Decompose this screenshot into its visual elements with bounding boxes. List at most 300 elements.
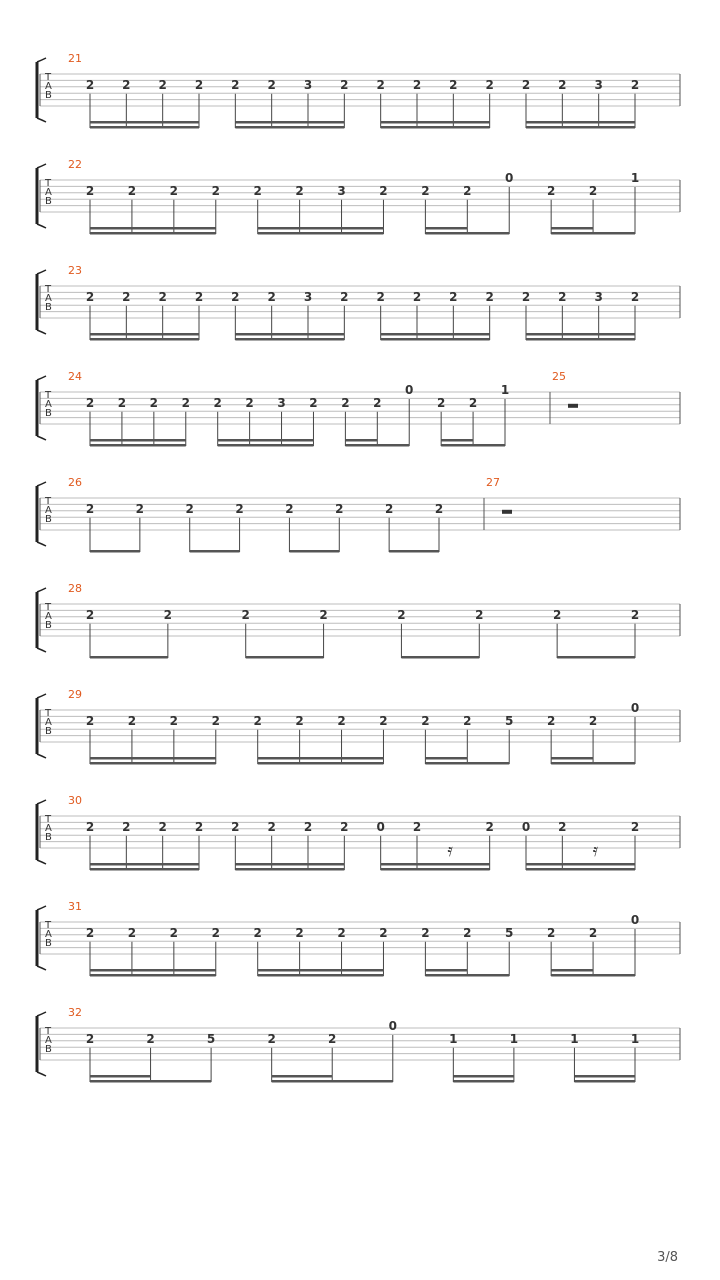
tab-clef-letter: A bbox=[45, 1035, 52, 1046]
beam bbox=[574, 1075, 635, 1078]
beam bbox=[425, 232, 509, 235]
measure-number: 28 bbox=[68, 582, 82, 595]
fret-number: 2 bbox=[85, 183, 95, 198]
fret-number: 2 bbox=[267, 77, 276, 92]
fret-number: 2 bbox=[235, 501, 244, 516]
fret-number: 2 bbox=[630, 607, 640, 622]
tab-clef-letter: B bbox=[45, 408, 52, 419]
beam bbox=[401, 656, 479, 659]
fret-number: 2 bbox=[85, 289, 95, 304]
tab-system bbox=[37, 476, 680, 553]
fret-number: 2 bbox=[558, 77, 567, 92]
fret-number: 2 bbox=[309, 395, 318, 410]
beam bbox=[526, 868, 635, 871]
tab-system bbox=[37, 370, 680, 447]
beam bbox=[551, 232, 635, 235]
fret-number: 0 bbox=[630, 701, 640, 715]
beam bbox=[235, 863, 344, 866]
beat-group bbox=[522, 78, 639, 129]
tab-system bbox=[37, 1006, 680, 1083]
beam bbox=[425, 227, 467, 230]
beam bbox=[526, 126, 635, 129]
fret-number: 5 bbox=[206, 1031, 216, 1046]
tab-clef-letter: T bbox=[45, 602, 52, 613]
fret-number: 2 bbox=[253, 183, 262, 198]
fret-number: 2 bbox=[122, 819, 131, 834]
fret-number: 2 bbox=[328, 1031, 337, 1046]
bracket-bottom-hook bbox=[37, 754, 46, 758]
beat-group bbox=[86, 184, 220, 235]
beam bbox=[425, 757, 467, 760]
beat-group bbox=[86, 714, 220, 765]
beat-group bbox=[186, 502, 244, 553]
beam bbox=[258, 969, 384, 972]
beam bbox=[90, 974, 216, 977]
fret-number: 2 bbox=[468, 395, 478, 410]
fret-number: 2 bbox=[146, 1031, 155, 1046]
beat-group bbox=[437, 383, 509, 447]
tab-system bbox=[37, 688, 680, 765]
beam bbox=[190, 550, 240, 553]
beam bbox=[381, 868, 490, 871]
beat-group bbox=[86, 502, 144, 553]
measure-number: 27 bbox=[486, 476, 500, 489]
tab-system bbox=[37, 264, 680, 341]
beam bbox=[258, 227, 384, 230]
fret-number: 2 bbox=[412, 77, 422, 92]
beam bbox=[90, 868, 199, 871]
fret-number: 2 bbox=[267, 289, 276, 304]
fret-number: 2 bbox=[421, 183, 430, 198]
fret-number: 5 bbox=[505, 925, 514, 940]
tab-clef-letter: A bbox=[45, 823, 52, 834]
fret-number: 3 bbox=[303, 289, 313, 304]
fret-number: 0 bbox=[388, 1019, 397, 1033]
tab-clef-letter: T bbox=[45, 708, 52, 719]
tab-clef-letter: T bbox=[45, 284, 52, 295]
fret-number: 2 bbox=[552, 607, 562, 622]
tab-clef-letter: A bbox=[45, 611, 52, 622]
beat-group bbox=[449, 1032, 518, 1083]
fret-number: 2 bbox=[213, 395, 222, 410]
measure bbox=[68, 52, 639, 129]
beat-group bbox=[341, 383, 413, 447]
fret-number: 2 bbox=[379, 183, 388, 198]
fret-number: 2 bbox=[376, 289, 385, 304]
tab-clef-letter: T bbox=[45, 814, 52, 825]
beam bbox=[389, 550, 439, 553]
fret-number: 2 bbox=[85, 713, 95, 728]
fret-number: 2 bbox=[379, 925, 388, 940]
measure bbox=[68, 264, 639, 341]
beat-group bbox=[376, 820, 493, 871]
fret-number: 2 bbox=[340, 289, 349, 304]
fret-number: 0 bbox=[630, 913, 640, 927]
beat-group bbox=[421, 171, 513, 235]
tab-clef-letter: A bbox=[45, 399, 52, 410]
measure bbox=[68, 794, 639, 871]
beam bbox=[90, 1075, 151, 1078]
fret-number: 2 bbox=[449, 289, 458, 304]
fret-number: 2 bbox=[169, 925, 179, 940]
tab-clef-letter: B bbox=[45, 302, 52, 313]
fret-number: 2 bbox=[85, 925, 95, 940]
fret-number: 2 bbox=[85, 395, 95, 410]
fret-number: 2 bbox=[558, 819, 567, 834]
beam bbox=[235, 868, 344, 871]
measure-number: 31 bbox=[68, 900, 82, 913]
fret-number: 1 bbox=[449, 1031, 458, 1046]
fret-number: 2 bbox=[485, 77, 494, 92]
fret-number: 2 bbox=[122, 77, 131, 92]
fret-number: 2 bbox=[588, 183, 598, 198]
beam bbox=[381, 333, 490, 336]
measure-number: 22 bbox=[68, 158, 82, 171]
fret-number: 2 bbox=[546, 713, 556, 728]
measure-number: 26 bbox=[68, 476, 82, 489]
beam bbox=[551, 969, 593, 972]
bracket-top-hook bbox=[37, 58, 46, 62]
beam bbox=[246, 656, 324, 659]
beam bbox=[345, 444, 409, 447]
fret-number: 3 bbox=[303, 77, 313, 92]
beat-group bbox=[86, 78, 203, 129]
measure bbox=[68, 900, 639, 977]
beam bbox=[289, 550, 339, 553]
measure bbox=[68, 370, 509, 447]
fret-number: 2 bbox=[85, 819, 95, 834]
beat-group bbox=[547, 701, 639, 765]
fret-number: 2 bbox=[436, 395, 446, 410]
beam bbox=[526, 121, 635, 124]
fret-number: 2 bbox=[630, 819, 640, 834]
fret-number: 1 bbox=[570, 1031, 579, 1046]
fret-number: 1 bbox=[500, 383, 510, 397]
beam bbox=[272, 1075, 333, 1078]
sixteenth-rest: 𝄿 bbox=[592, 840, 599, 861]
beam bbox=[90, 863, 199, 866]
tab-clef-letter: A bbox=[45, 187, 52, 198]
fret-number: 2 bbox=[158, 819, 167, 834]
tab-clef-letter: A bbox=[45, 81, 52, 92]
beat-group bbox=[522, 290, 639, 341]
tab-clef-letter: T bbox=[45, 178, 52, 189]
fret-number: 2 bbox=[384, 501, 394, 516]
beat-group bbox=[86, 396, 190, 447]
fret-number: 2 bbox=[267, 819, 276, 834]
beam bbox=[258, 974, 384, 977]
beam bbox=[90, 232, 216, 235]
tab-clef-letter: T bbox=[45, 496, 52, 507]
fret-number: 2 bbox=[521, 77, 531, 92]
tab-clef-letter: A bbox=[45, 505, 52, 516]
beat-group bbox=[547, 171, 639, 235]
tab-clef-letter: B bbox=[45, 726, 52, 737]
fret-number: 2 bbox=[449, 77, 458, 92]
measure-number: 24 bbox=[68, 370, 82, 383]
fret-number: 2 bbox=[127, 183, 137, 198]
beam bbox=[381, 338, 490, 341]
fret-number: 2 bbox=[231, 289, 240, 304]
beam bbox=[381, 863, 490, 866]
beat-group bbox=[242, 608, 328, 659]
measure bbox=[484, 476, 512, 530]
tab-clef-letter: T bbox=[45, 1026, 52, 1037]
fret-number: 2 bbox=[231, 819, 240, 834]
beam bbox=[551, 974, 635, 977]
beam bbox=[90, 757, 216, 760]
beam bbox=[425, 969, 467, 972]
beat-group bbox=[254, 714, 388, 765]
fret-number: 2 bbox=[135, 501, 145, 516]
fret-number: 2 bbox=[463, 183, 472, 198]
fret-number: 2 bbox=[421, 713, 430, 728]
beam bbox=[453, 1075, 514, 1078]
beam bbox=[441, 439, 473, 442]
sixteenth-rest: 𝄿 bbox=[447, 840, 453, 861]
fret-number: 2 bbox=[335, 501, 344, 516]
beam bbox=[345, 439, 377, 442]
bracket-bottom-hook bbox=[37, 118, 46, 122]
fret-number: 2 bbox=[630, 77, 640, 92]
fret-number: 2 bbox=[485, 819, 494, 834]
beat-group bbox=[86, 820, 203, 871]
fret-number: 2 bbox=[194, 819, 204, 834]
fret-number: 2 bbox=[376, 77, 385, 92]
fret-number: 2 bbox=[463, 925, 472, 940]
fret-number: 2 bbox=[295, 713, 304, 728]
fret-number: 2 bbox=[211, 183, 220, 198]
beam bbox=[90, 969, 216, 972]
beat-group bbox=[376, 78, 493, 129]
fret-number: 0 bbox=[376, 819, 385, 834]
fret-number: 0 bbox=[405, 383, 414, 397]
bracket-top-hook bbox=[37, 270, 46, 274]
fret-number: 0 bbox=[521, 819, 531, 834]
measure bbox=[550, 370, 578, 424]
fret-number: 2 bbox=[85, 501, 95, 516]
fret-number: 2 bbox=[319, 607, 328, 622]
beam bbox=[90, 1080, 211, 1083]
fret-number: 5 bbox=[505, 713, 514, 728]
beat-group bbox=[86, 290, 203, 341]
tab-clef-letter: T bbox=[45, 72, 52, 83]
bracket-bottom-hook bbox=[37, 648, 46, 652]
beam bbox=[441, 444, 505, 447]
fret-number: 2 bbox=[163, 607, 173, 622]
beat-group bbox=[385, 502, 443, 553]
fret-number: 2 bbox=[127, 925, 137, 940]
measure-number: 29 bbox=[68, 688, 82, 701]
beat-group bbox=[285, 502, 343, 553]
bracket-bottom-hook bbox=[37, 224, 46, 228]
beam bbox=[551, 757, 593, 760]
bracket-top-hook bbox=[37, 482, 46, 486]
tab-clef-letter: B bbox=[45, 832, 52, 843]
tab-system bbox=[37, 158, 680, 235]
bracket-bottom-hook bbox=[37, 966, 46, 970]
beat-group bbox=[86, 608, 172, 659]
beam bbox=[425, 762, 509, 765]
fret-number: 2 bbox=[558, 289, 567, 304]
fret-number: 2 bbox=[630, 289, 640, 304]
fret-number: 2 bbox=[169, 183, 179, 198]
beam bbox=[258, 762, 384, 765]
fret-number: 2 bbox=[194, 77, 204, 92]
beam bbox=[218, 439, 314, 442]
fret-number: 2 bbox=[341, 395, 350, 410]
beam bbox=[526, 333, 635, 336]
fret-number: 2 bbox=[194, 289, 204, 304]
fret-number: 1 bbox=[630, 171, 640, 185]
fret-number: 3 bbox=[337, 183, 346, 198]
tab-system bbox=[37, 52, 680, 129]
tab-clef-letter: A bbox=[45, 293, 52, 304]
bracket-bottom-hook bbox=[37, 542, 46, 546]
fret-number: 2 bbox=[185, 501, 194, 516]
beam bbox=[235, 338, 344, 341]
fret-number: 2 bbox=[340, 77, 349, 92]
beam bbox=[574, 1080, 635, 1083]
beam bbox=[453, 1080, 514, 1083]
fret-number: 2 bbox=[485, 289, 494, 304]
beam bbox=[90, 762, 216, 765]
tab-clef-letter: B bbox=[45, 196, 52, 207]
tab-clef-letter: B bbox=[45, 620, 52, 631]
beam bbox=[526, 338, 635, 341]
tab-clef-letter: B bbox=[45, 90, 52, 101]
tab-system bbox=[37, 794, 680, 871]
fret-number: 2 bbox=[117, 395, 127, 410]
beam bbox=[381, 121, 490, 124]
beam bbox=[235, 333, 344, 336]
fret-number: 2 bbox=[434, 501, 444, 516]
fret-number: 2 bbox=[412, 289, 422, 304]
half-rest bbox=[568, 404, 578, 408]
beat-group bbox=[86, 1032, 215, 1083]
fret-number: 2 bbox=[158, 289, 167, 304]
bracket-top-hook bbox=[37, 1012, 46, 1016]
measure-number: 30 bbox=[68, 794, 82, 807]
fret-number: 2 bbox=[295, 183, 304, 198]
measure bbox=[68, 582, 639, 659]
fret-number: 2 bbox=[588, 713, 598, 728]
bracket-bottom-hook bbox=[37, 330, 46, 334]
measure-number: 23 bbox=[68, 264, 82, 277]
beat-group bbox=[421, 714, 513, 765]
tab-clef-letter: A bbox=[45, 717, 52, 728]
beat-group bbox=[254, 926, 388, 977]
fret-number: 2 bbox=[253, 713, 262, 728]
beat-group bbox=[570, 1032, 639, 1083]
bracket-top-hook bbox=[37, 906, 46, 910]
fret-number: 1 bbox=[509, 1031, 519, 1046]
fret-number: 2 bbox=[169, 713, 179, 728]
beam bbox=[258, 757, 384, 760]
beat-group bbox=[397, 608, 483, 659]
fret-number: 2 bbox=[85, 1031, 95, 1046]
beam bbox=[90, 439, 186, 442]
tab-clef-letter: A bbox=[45, 929, 52, 940]
tab-system bbox=[37, 582, 680, 659]
beat-group bbox=[267, 1019, 396, 1083]
beam bbox=[551, 227, 593, 230]
fret-number: 2 bbox=[253, 925, 262, 940]
tab-clef-letter: B bbox=[45, 1044, 52, 1055]
beat-group bbox=[231, 78, 348, 129]
bracket-bottom-hook bbox=[37, 860, 46, 864]
measure-number: 21 bbox=[68, 52, 82, 65]
tab-clef-letter: T bbox=[45, 920, 52, 931]
fret-number: 2 bbox=[379, 713, 388, 728]
fret-number: 2 bbox=[397, 607, 406, 622]
beat-group bbox=[214, 396, 318, 447]
fret-number: 2 bbox=[303, 819, 313, 834]
measure-number: 25 bbox=[552, 370, 566, 383]
bracket-top-hook bbox=[37, 800, 46, 804]
beam bbox=[551, 762, 635, 765]
fret-number: 2 bbox=[267, 1031, 276, 1046]
beam bbox=[272, 1080, 393, 1083]
fret-number: 1 bbox=[630, 1031, 640, 1046]
bracket-bottom-hook bbox=[37, 1072, 46, 1076]
beam bbox=[526, 863, 635, 866]
measure bbox=[68, 1006, 639, 1083]
beam bbox=[381, 126, 490, 129]
fret-number: 2 bbox=[588, 925, 598, 940]
tab-system bbox=[37, 900, 680, 977]
tab-clef-letter: T bbox=[45, 390, 52, 401]
fret-number: 3 bbox=[594, 77, 603, 92]
fret-number: 2 bbox=[295, 925, 304, 940]
beam bbox=[90, 444, 186, 447]
bracket-top-hook bbox=[37, 588, 46, 592]
fret-number: 2 bbox=[421, 925, 430, 940]
fret-number: 2 bbox=[149, 395, 159, 410]
fret-number: 2 bbox=[373, 395, 382, 410]
beam bbox=[218, 444, 314, 447]
fret-number: 0 bbox=[505, 171, 514, 185]
fret-number: 2 bbox=[546, 925, 556, 940]
tab-clef-letter: B bbox=[45, 938, 52, 949]
beam bbox=[90, 333, 199, 336]
beat-group bbox=[522, 820, 639, 871]
fret-number: 2 bbox=[85, 607, 95, 622]
beam bbox=[90, 550, 140, 553]
fret-number: 3 bbox=[277, 395, 286, 410]
fret-number: 2 bbox=[241, 607, 250, 622]
beat-group bbox=[553, 608, 639, 659]
beam bbox=[90, 121, 199, 124]
measure-number: 32 bbox=[68, 1006, 82, 1019]
fret-number: 2 bbox=[181, 395, 190, 410]
bracket-top-hook bbox=[37, 694, 46, 698]
beat-group bbox=[86, 926, 220, 977]
fret-number: 2 bbox=[245, 395, 254, 410]
measure bbox=[68, 688, 639, 765]
bracket-top-hook bbox=[37, 376, 46, 380]
bracket-top-hook bbox=[37, 164, 46, 168]
fret-number: 2 bbox=[285, 501, 294, 516]
fret-number: 2 bbox=[211, 713, 220, 728]
tab-clef-letter: B bbox=[45, 514, 52, 525]
beat-group bbox=[254, 184, 388, 235]
beam bbox=[90, 227, 216, 230]
beat-group bbox=[376, 290, 493, 341]
beam bbox=[90, 338, 199, 341]
beam bbox=[258, 232, 384, 235]
beat-group bbox=[421, 926, 513, 977]
